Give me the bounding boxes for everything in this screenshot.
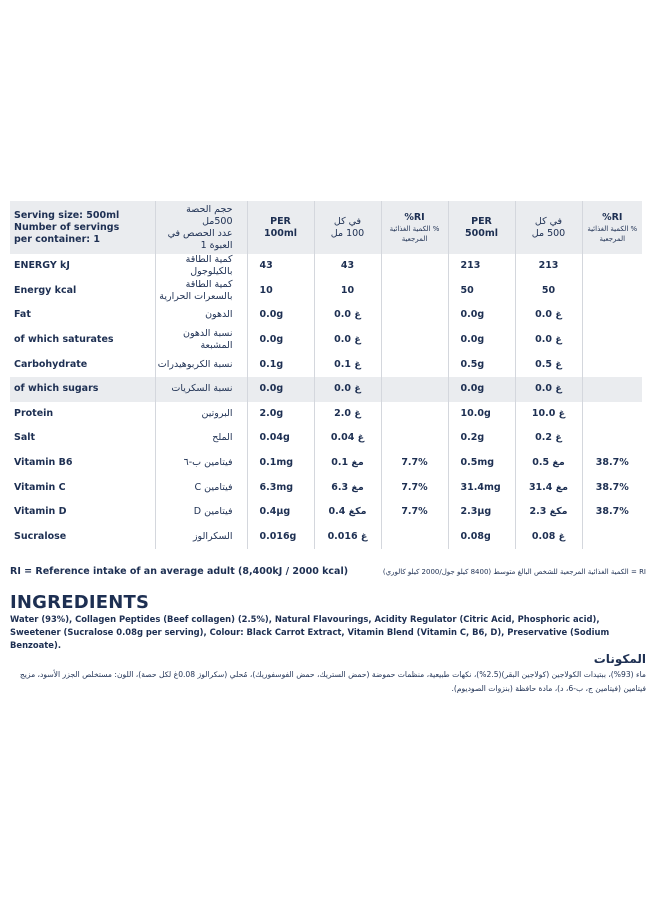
- value-per-500ml-arabic: 0.0 غ: [515, 328, 582, 353]
- table-row: [10, 279, 642, 304]
- ri-per-500ml: [582, 352, 642, 377]
- ri-500ml-header: %RI % الكمية الغذائية المرجعية: [582, 201, 642, 254]
- ri-per-500ml: [582, 402, 642, 427]
- nutrient-name-arabic: فيتامين ب-٦: [155, 451, 247, 476]
- value-per-100ml: 0.0g: [247, 328, 314, 353]
- nutrient-name: Sucralose: [10, 525, 155, 550]
- value-per-500ml-arabic: 0.5 مغ: [515, 451, 582, 476]
- ri-per-500ml: 38.7%: [595, 457, 629, 469]
- nutrition-table: [10, 201, 642, 549]
- ingredients-title: INGREDIENTS: [10, 592, 150, 613]
- ri-per-100ml: [381, 254, 448, 279]
- ri-per-500ml: 38.7%: [595, 506, 629, 518]
- ri-footnote: RI = Reference intake of an average adult (8,400kJ / 2000 kcal): [10, 566, 349, 577]
- value-per-100ml: 6.3mg: [247, 475, 314, 500]
- value-per-500ml: 0.0g: [448, 377, 515, 402]
- per-500ml-header-arabic: في كل 500 مل: [515, 201, 582, 254]
- ri-per-100ml: [381, 377, 448, 402]
- table-row: [10, 377, 642, 402]
- value-per-500ml-arabic: 0.0 غ: [515, 303, 582, 328]
- per-100ml-header: PER 100ml: [247, 201, 314, 254]
- value-per-500ml: 10.0g: [448, 402, 515, 427]
- nutrient-name: of which sugars: [10, 377, 155, 402]
- value-per-100ml-arabic: 43: [314, 254, 381, 279]
- ri-per-500ml: [582, 426, 642, 451]
- nutrient-name-arabic: نسبة الكربوهيدرات: [155, 352, 247, 377]
- serving-info-arabic: حجم الحصة 500مل عدد الحصص في العبوة 1: [155, 201, 247, 254]
- nutrient-name: Energy kcal: [10, 279, 155, 304]
- ri-per-500ml: [582, 303, 642, 328]
- nutrient-name: Protein: [10, 402, 155, 427]
- nutrient-name: of which saturates: [10, 328, 155, 353]
- nutrient-name: Carbohydrate: [10, 352, 155, 377]
- ri-per-500ml: [582, 254, 642, 279]
- table-header-row: [10, 201, 642, 254]
- value-per-100ml: 0.1mg: [247, 451, 314, 476]
- serving-info: Serving size: 500ml Number of servings per container: 1: [10, 201, 155, 254]
- value-per-100ml-arabic: 0.1 غ: [314, 352, 381, 377]
- nutrient-name-arabic: الدهون: [155, 303, 247, 328]
- value-per-100ml-arabic: 0.04 غ: [314, 426, 381, 451]
- value-per-100ml: 10: [247, 279, 314, 304]
- value-per-500ml-arabic: 50: [515, 279, 582, 304]
- value-per-500ml: 50: [448, 279, 515, 304]
- value-per-100ml: 0.04g: [247, 426, 314, 451]
- value-per-500ml: 0.08g: [448, 525, 515, 550]
- value-per-100ml-arabic: 6.3 مغ: [314, 475, 381, 500]
- ri-per-500ml: 38.7%: [595, 481, 629, 493]
- ri-per-100ml: [381, 328, 448, 353]
- value-per-100ml: 0.1g: [247, 352, 314, 377]
- value-per-500ml-arabic: 2.3 مكغ: [515, 500, 582, 525]
- per-500ml-header: PER 500ml: [448, 201, 515, 254]
- value-per-500ml: 0.2g: [448, 426, 515, 451]
- value-per-500ml-arabic: 0.0 غ: [515, 377, 582, 402]
- ri-per-100ml: 7.7%: [381, 500, 448, 525]
- nutrient-name-arabic: كمية الطاقة بالكيلوجول: [155, 254, 247, 279]
- value-per-100ml-arabic: 0.0 غ: [314, 303, 381, 328]
- ri-per-100ml: [381, 352, 448, 377]
- ri-per-100ml: [381, 525, 448, 550]
- nutrient-name: ENERGY kJ: [10, 254, 155, 279]
- value-per-500ml: 2.3µg: [448, 500, 515, 525]
- nutrient-name-arabic: السكرالوز: [155, 525, 247, 550]
- value-per-100ml-arabic: 10: [314, 279, 381, 304]
- table-row: [10, 426, 642, 451]
- ri-per-100ml: 7.7%: [381, 475, 448, 500]
- table-row: [10, 303, 642, 328]
- table-row: [10, 475, 642, 500]
- value-per-100ml-arabic: 2.0 غ: [314, 402, 381, 427]
- value-per-100ml: 0.016g: [247, 525, 314, 550]
- value-per-100ml: 0.4µg: [247, 500, 314, 525]
- ri-per-100ml: [381, 279, 448, 304]
- value-per-500ml: 213: [448, 254, 515, 279]
- nutrient-name-arabic: البروتين: [155, 402, 247, 427]
- ri-100ml-header: %RI % الكمية الغذائية المرجعية: [381, 201, 448, 254]
- table-row: [10, 402, 642, 427]
- table-row: [10, 254, 642, 279]
- value-per-100ml: 2.0g: [247, 402, 314, 427]
- nutrient-name: Fat: [10, 303, 155, 328]
- value-per-500ml: 0.0g: [448, 328, 515, 353]
- table-row: [10, 525, 642, 550]
- value-per-500ml-arabic: 213: [515, 254, 582, 279]
- nutrient-name-arabic: نسبة السكريات: [155, 377, 247, 402]
- nutrient-name: Vitamin D: [10, 500, 155, 525]
- ri-per-100ml: [381, 402, 448, 427]
- value-per-500ml: 31.4mg: [448, 475, 515, 500]
- value-per-100ml-arabic: 0.0 غ: [314, 328, 381, 353]
- ingredients-text-arabic: ماء (93%)، ببتيدات الكولاجين (كولاجين البقر)(2.5%)، نكهات طبيعية، منظمات حموضة (حمض الستريك، حمض الفوسفوريك)، مُحلي (سكرالوز 0.08غ لكل حصة)، اللون: مستخلص الجزر الأسود، مزيج فيتامين (فيتامين ج، ب-6، د)، مادة حافظة (بنزوات الصوديوم).: [19, 670, 646, 693]
- per-100ml-header-arabic: في كل 100 مل: [314, 201, 381, 254]
- ri-per-500ml: [582, 525, 642, 550]
- ri-per-100ml: 7.7%: [381, 451, 448, 476]
- value-per-100ml-arabic: 0.1 مغ: [314, 451, 381, 476]
- ri-footnote-arabic: RI = الكمية الغذائية المرجعية للشخص البالغ متوسط (8400 كيلو جول/2000 كيلو كالوري): [382, 568, 646, 576]
- table-row: [10, 328, 642, 353]
- ri-per-100ml: [381, 426, 448, 451]
- value-per-100ml: 43: [247, 254, 314, 279]
- ingredients-text: Water (93%), Collagen Peptides (Beef collagen) (2.5%), Natural Flavourings, Acidity Regulator (Citric Acid, Phosphoric acid), Sweetener (Sucralose 0.08g per serving), Colour: Black Carrot Extract, Vitamin Blend (Vitamin C, B6, D), Preservative (Sodium Benzoate).: [10, 614, 610, 650]
- value-per-500ml: 0.5mg: [448, 451, 515, 476]
- value-per-500ml-arabic: 0.5 غ: [515, 352, 582, 377]
- value-per-100ml-arabic: 0.4 مكغ: [314, 500, 381, 525]
- value-per-100ml-arabic: 0.0 غ: [314, 377, 381, 402]
- ri-per-500ml: [582, 377, 642, 402]
- value-per-500ml: 0.5g: [448, 352, 515, 377]
- table-row: [10, 352, 642, 377]
- nutrient-name: Vitamin B6: [10, 451, 155, 476]
- nutrient-name-arabic: كمية الطاقة بالسعرات الحرارية: [155, 279, 247, 304]
- table-row: [10, 451, 642, 476]
- value-per-500ml-arabic: 0.2 غ: [515, 426, 582, 451]
- table-row: [10, 500, 642, 525]
- ri-per-100ml: [381, 303, 448, 328]
- ri-per-500ml: [582, 328, 642, 353]
- value-per-100ml: 0.0g: [247, 377, 314, 402]
- value-per-100ml: 0.0g: [247, 303, 314, 328]
- value-per-100ml-arabic: 0.016 غ: [314, 525, 381, 550]
- nutrient-name-arabic: فيتامين C: [155, 475, 247, 500]
- nutrient-name-arabic: الملح: [155, 426, 247, 451]
- ri-per-500ml: [582, 279, 642, 304]
- nutrient-name: Salt: [10, 426, 155, 451]
- value-per-500ml-arabic: 31.4 مغ: [515, 475, 582, 500]
- value-per-500ml-arabic: 0.08 غ: [515, 525, 582, 550]
- nutrient-name-arabic: نسبة الدهون المشبعة: [155, 328, 247, 353]
- value-per-500ml: 0.0g: [448, 303, 515, 328]
- nutrient-name-arabic: فيتامين D: [155, 500, 247, 525]
- value-per-500ml-arabic: 10.0 غ: [515, 402, 582, 427]
- nutrient-name: Vitamin C: [10, 475, 155, 500]
- ingredients-title-arabic: المكونات: [593, 652, 646, 666]
